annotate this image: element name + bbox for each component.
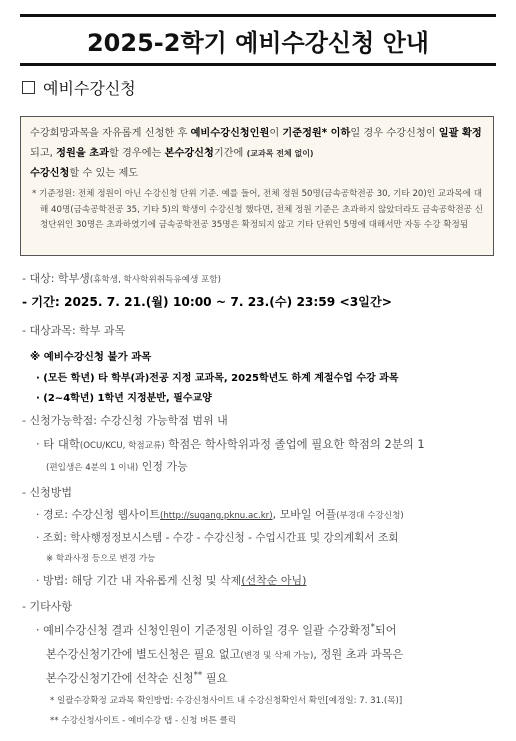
credits-sub-text: 학점은 학사학위과정 졸업에 필요한 학점의 2분의 1 — [164, 437, 425, 451]
page-title: 2025-2학기 예비수강신청 안내 — [86, 28, 429, 57]
etc-text: , 정원 초과 과목은 — [313, 648, 404, 661]
etc-mark: * — [370, 622, 375, 633]
credits-sub-text: 타 대학 — [43, 437, 80, 451]
lookup-line: · 조회: 학사행정정보시스템 - 수강 - 수강신청 - 수업시간표 및 강의계획서 조회 — [36, 532, 399, 544]
credits-sub2-note: (편입생은 4분의 1 이내) — [46, 463, 139, 473]
method-line: - 신청방법 — [22, 486, 72, 499]
section-heading — [22, 76, 136, 99]
target-note: (휴학생, 학사학위취득유예생 포함) — [89, 275, 221, 285]
etc-text: 필요 — [202, 672, 228, 685]
etc-line-1: · 예비수강신청 결과 신청인원이 기준정원 이하일 경우 일괄 수강확정*되어 — [36, 622, 397, 637]
route-text: , 모바일 어플 — [272, 508, 337, 521]
howto-underlined: (선착순 아님) — [241, 574, 307, 587]
subjects-line: - 대상과목: 학부 과목 — [22, 324, 126, 337]
etc-line: - 기타사항 — [22, 600, 72, 613]
definition-em: 정원을 초과 — [56, 148, 109, 159]
etc-text: 본수강신청기간에 별도신청은 필요 없고 — [46, 648, 241, 661]
footnote-1: * 일괄수강확정 교과목 확인방법: 수강신청사이트 내 수강신청확인서 확인[예정일: 7. 31.(목)] — [50, 696, 403, 706]
definition-part: 되고, — [30, 148, 57, 159]
definition-part: 할 수 있는 제도 — [69, 168, 139, 179]
definition-em: 기준정원 — [282, 128, 322, 139]
route-note: (부경대 수강신청) — [336, 511, 404, 521]
route-line: · 경로: 수강신청 웹사이트(http://sugang.pknu.ac.kr), 모바일 어플(부경대 수강신청) — [36, 508, 404, 521]
definition-em: 예비수강신청인원 — [190, 128, 270, 139]
etc-line-2 — [46, 646, 403, 662]
credits-sub2-text: 인정 가능 — [138, 460, 188, 473]
not-allowed-item-2: · (2~4학년) 1학년 지정분반, 필수교양 — [36, 393, 212, 404]
definition-part: 기간에 — [213, 148, 247, 159]
definition-box — [20, 116, 494, 256]
checkbox-square-icon — [22, 81, 35, 94]
definition-em: 수강신청 — [30, 168, 70, 179]
not-allowed-text: (모든 학년) 타 학부(과)전공 지정 교과목, 2025학년도 하계 계절수업 수강 과목 — [43, 373, 399, 384]
definition-em: * 이하 — [321, 128, 351, 139]
title-bar — [20, 14, 496, 66]
target-text: - 대상: 학부생 — [22, 272, 90, 285]
target-line — [22, 270, 221, 286]
definition-text — [30, 124, 484, 184]
definition-em-small: (교과목 전체 없이) — [246, 149, 314, 158]
definition-note: * 기준정원: 전체 정원이 아닌 수강신청 단위 기준. 예를 들어, 전체 정원 50명(금속공학전공 30, 기타 20)인 교과목에 대해 40명(금속공학전공 35, 기타 5)의 학생이 수강신청 했다면, 전체 정원 기준은 초과하지 않았더라도 금속공학전공 신청단위인 30명은 초과하였기에 금속공학전공 35명은 확정되지 않고 기타 단위인 5명에 대해서만 자동 수강 확정됨 — [32, 189, 484, 230]
not-allowed-item-1: · (모든 학년) 타 학부(과)전공 지정 교과목, 2025학년도 하계 계절수업 수강 과목 — [36, 373, 399, 384]
definition-em: 일괄 확정 — [438, 128, 482, 139]
howto-text: 방법: 해당 기간 내 자유롭게 신청 및 삭제 — [43, 574, 242, 587]
lookup-text: 조회: 학사행정정보시스템 - 수강 - 수강신청 - 수업시간표 및 강의계획서 조회 — [42, 532, 399, 544]
credits-sub2-line — [46, 458, 188, 474]
not-allowed-title: ※ 예비수강신청 불가 과목 — [30, 351, 152, 363]
credits-sub-note: (OCU/KCU, 학점교류) — [79, 441, 165, 451]
footnote-2: ** 수강신청사이트 - 예비수강 탭 - 신청 버튼 클릭 — [50, 716, 237, 726]
route-text: 경로: 수강신청 웹사이트 — [43, 508, 160, 521]
period-line: - 기간: 2025. 7. 21.(월) 10:00 ~ 7. 23.(수) 23:59 <3일간> — [22, 295, 392, 309]
definition-part: 할 경우에는 — [108, 148, 165, 159]
howto-line: · 방법: 해당 기간 내 자유롭게 신청 및 삭제(선착순 아님) — [36, 574, 307, 587]
credits-line: - 신청가능학점: 수강신청 가능학점 범위 내 — [22, 414, 228, 427]
etc-text: 본수강신청기간에 선착순 신청 — [46, 672, 194, 685]
lookup-note: ※ 학과사정 등으로 변경 가능 — [46, 554, 156, 564]
definition-part: 일 경우 수강신청이 — [350, 128, 439, 139]
etc-text: 예비수강신청 결과 신청인원이 기준정원 이하일 경우 일괄 수강확정 — [43, 624, 371, 637]
etc-text: 되어 — [374, 624, 397, 637]
definition-part: 수강희망과목을 자유롭게 신청한 후 — [30, 128, 191, 139]
sugang-url-link[interactable]: (http://sugang.pknu.ac.kr) — [159, 511, 273, 521]
etc-line-3 — [46, 670, 227, 686]
section-title: 예비수강신청 — [43, 79, 136, 98]
definition-part: 이 — [269, 128, 283, 139]
credits-sub-line: · 타 대학(OCU/KCU, 학점교류) 학점은 학사학위과정 졸업에 필요한 학점의 2분의 1 — [36, 437, 425, 451]
etc-note: (변경 및 삭제 가능) — [240, 651, 314, 661]
etc-mark: ** — [193, 670, 203, 681]
not-allowed-text: (2~4학년) 1학년 지정분반, 필수교양 — [43, 393, 212, 404]
definition-em: 본수강신청 — [164, 148, 214, 159]
